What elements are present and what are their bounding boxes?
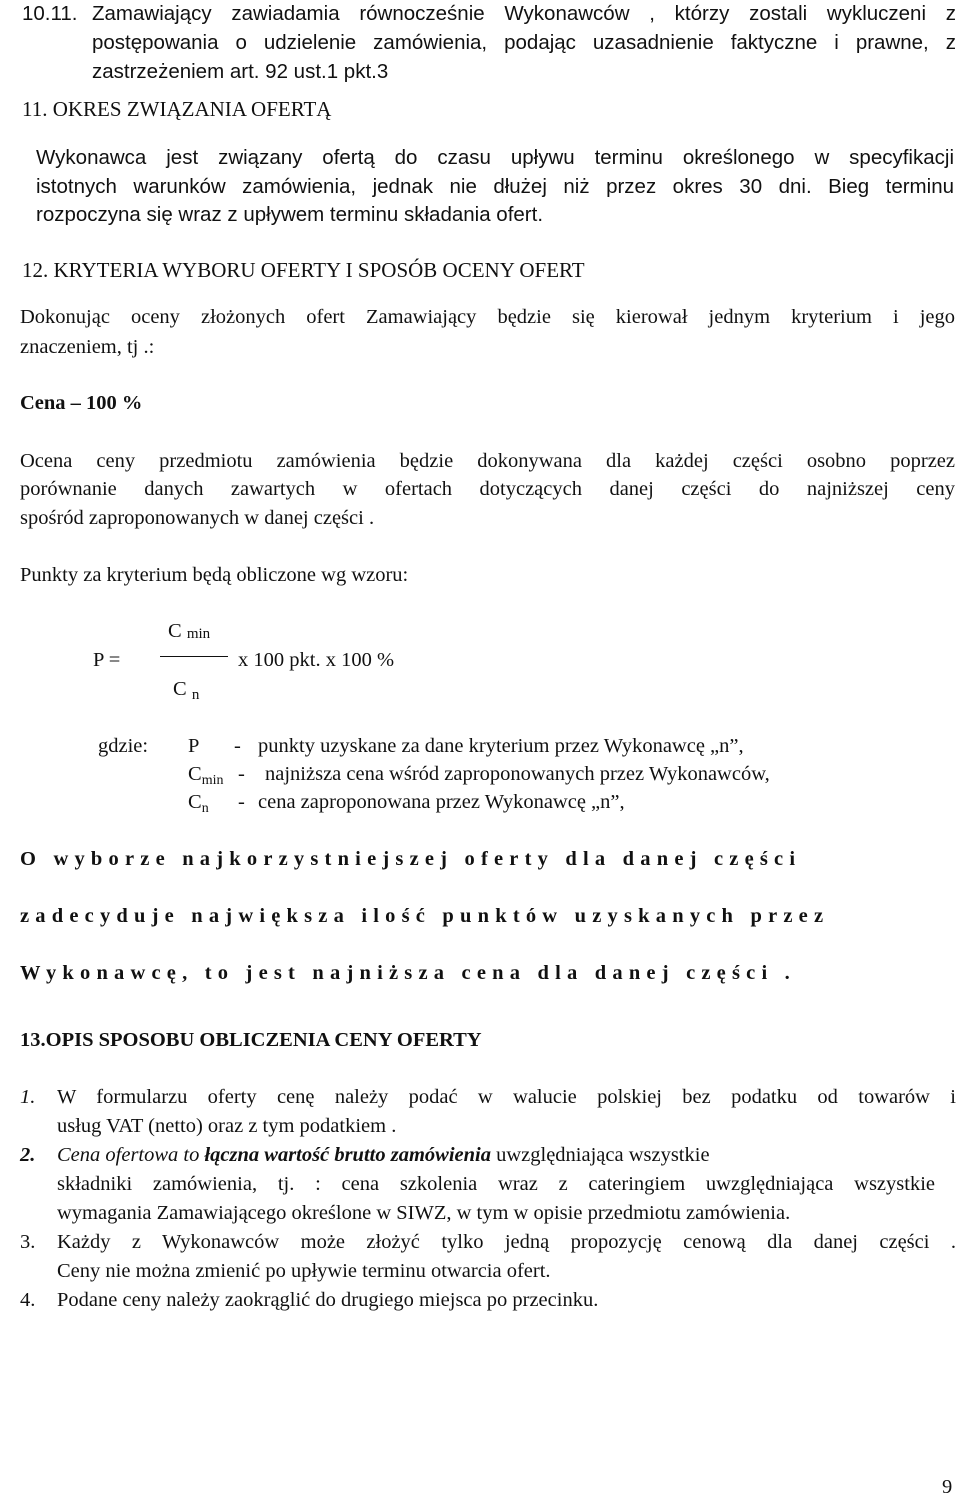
s10-line-2: postępowania o udzielenie zamówienia, podając uzasadnienie faktyczne i prawne, z bbox=[92, 31, 956, 54]
s13-item-2-line-1 bbox=[57, 1144, 710, 1167]
s10-number: 10.11. bbox=[22, 2, 78, 25]
legend-row-2-text: najniższa cena wśród zaproponowanych przez Wykonawców, bbox=[265, 763, 770, 785]
s12-p2-line-2: porównanie danych zawartych w ofertach dotyczących danej części do najniższej ceny bbox=[20, 478, 955, 500]
legend-row-3-dash: - bbox=[238, 791, 245, 813]
choice-line-1: O wyborze najkorzystniejszej oferty dla danej części bbox=[20, 848, 802, 870]
formula-numerator-sub: min bbox=[186, 626, 211, 642]
s12-criterion: Cena – 100 % bbox=[20, 392, 143, 414]
s11-heading: 11. OKRES ZWIĄZANIA OFERTĄ bbox=[22, 97, 332, 121]
s13-item-3-line-2: Ceny nie można zmienić po upływie terminu otwarcia ofert. bbox=[57, 1260, 551, 1282]
legend-row-1-dash: - bbox=[234, 735, 241, 757]
formula-denominator-sub: n bbox=[191, 687, 200, 703]
formula-rhs: x 100 pkt. x 100 % bbox=[238, 649, 395, 671]
s12-p2-line-3: spośród zaproponowanych w danej części . bbox=[20, 507, 375, 529]
formula-lhs: P = bbox=[93, 649, 121, 671]
s11-line-1: Wykonawca jest związany ofertą do czasu upływu terminu określonego w specyfikacji bbox=[36, 146, 954, 169]
s13-item-2-line-2: składniki zamówienia, tj. : cena szkolenia wraz z cateringiem uwzględniająca wszystkie bbox=[57, 1173, 935, 1195]
formula-denominator-c: C bbox=[173, 678, 187, 700]
s13-item-2-line-3: wymagania Zamawiającego określone w SIWZ, w tym w opisie przedmiotu zamówienia. bbox=[57, 1202, 791, 1224]
s13-item-2-part-a: Cena ofertowa to bbox=[57, 1144, 205, 1166]
s10-line-3: zastrzeżeniem art. 92 ust.1 pkt.3 bbox=[92, 60, 389, 83]
legend-row-2-sub: min bbox=[201, 773, 224, 788]
s13-item-2-part-b: łączna wartość brutto zamówienia bbox=[204, 1144, 491, 1166]
legend-row-3-text: cena zaproponowana przez Wykonawcę „n”, bbox=[258, 791, 625, 813]
page-number: 9 bbox=[942, 1476, 953, 1498]
s13-heading: 13.OPIS SPOSOBU OBLICZENIA CENY OFERTY bbox=[20, 1029, 482, 1051]
legend-row-3-c: C bbox=[188, 791, 202, 813]
s11-line-3: rozpoczyna się wraz z upływem terminu składania ofert. bbox=[36, 203, 544, 226]
s12-formula-intro: Punkty za kryterium będą obliczone wg wzoru: bbox=[20, 564, 409, 586]
legend-row-1-text: punkty uzyskane za dane kryterium przez Wykonawcę „n”, bbox=[258, 735, 744, 757]
s11-line-2: istotnych warunków zamówienia, jednak nie dłużej niż przez okres 30 dni. Bieg terminu bbox=[36, 175, 954, 198]
legend-row-1-symbol: P bbox=[188, 735, 200, 757]
legend-row-2-symbol bbox=[188, 763, 223, 786]
legend-row-3-symbol bbox=[188, 791, 209, 814]
formula-fraction-bar bbox=[160, 656, 228, 657]
formula-denominator bbox=[173, 678, 199, 701]
s13-item-4-line-1: Podane ceny należy zaokrąglić do drugiego miejsca po przecinku. bbox=[57, 1289, 599, 1311]
s13-item-2-number: 2. bbox=[20, 1144, 36, 1166]
formula-numerator-c: C bbox=[168, 620, 182, 642]
legend-row-3-sub: n bbox=[201, 801, 209, 816]
choice-line-3: Wykonawcę, to jest najniższa cena dla danej części . bbox=[20, 962, 796, 984]
s12-heading: 12. KRYTERIA WYBORU OFERTY I SPOSÓB OCENY OFERT bbox=[22, 258, 585, 282]
legend-label: gdzie: bbox=[98, 735, 149, 757]
s13-item-1-number: 1. bbox=[20, 1086, 36, 1108]
s13-item-3-line-1: Każdy z Wykonawców może złożyć tylko jedną propozycję cenową dla danej części . bbox=[57, 1231, 956, 1253]
s12-p1-line-1: Dokonując oceny złożonych ofert Zamawiający będzie się kierował jednym kryterium i jego bbox=[20, 306, 955, 328]
formula-numerator bbox=[168, 620, 210, 643]
s13-item-3-number: 3. bbox=[20, 1231, 36, 1253]
s13-item-1-line-1: W formularzu oferty cenę należy podać w walucie polskiej bez podatku od towarów i bbox=[57, 1086, 956, 1108]
s13-item-4-number: 4. bbox=[20, 1289, 36, 1311]
s12-p1-line-2: znaczeniem, tj .: bbox=[20, 336, 155, 358]
s12-p2-line-1: Ocena ceny przedmiotu zamówienia będzie dokonywana dla każdej części osobno poprzez bbox=[20, 450, 955, 472]
legend-row-2-c: C bbox=[188, 763, 202, 785]
s10-line-1: Zamawiający zawiadamia równocześnie Wykonawców , którzy zostali wykluczeni z bbox=[92, 2, 956, 25]
legend-row-2-dash: - bbox=[238, 763, 245, 785]
choice-line-2: zadecyduje największa ilość punktów uzyskanych przez bbox=[20, 905, 830, 927]
s13-item-1-line-2: usług VAT (netto) oraz z tym podatkiem . bbox=[57, 1115, 397, 1137]
s13-item-2-part-c: uwzględniająca wszystkie bbox=[490, 1144, 710, 1166]
